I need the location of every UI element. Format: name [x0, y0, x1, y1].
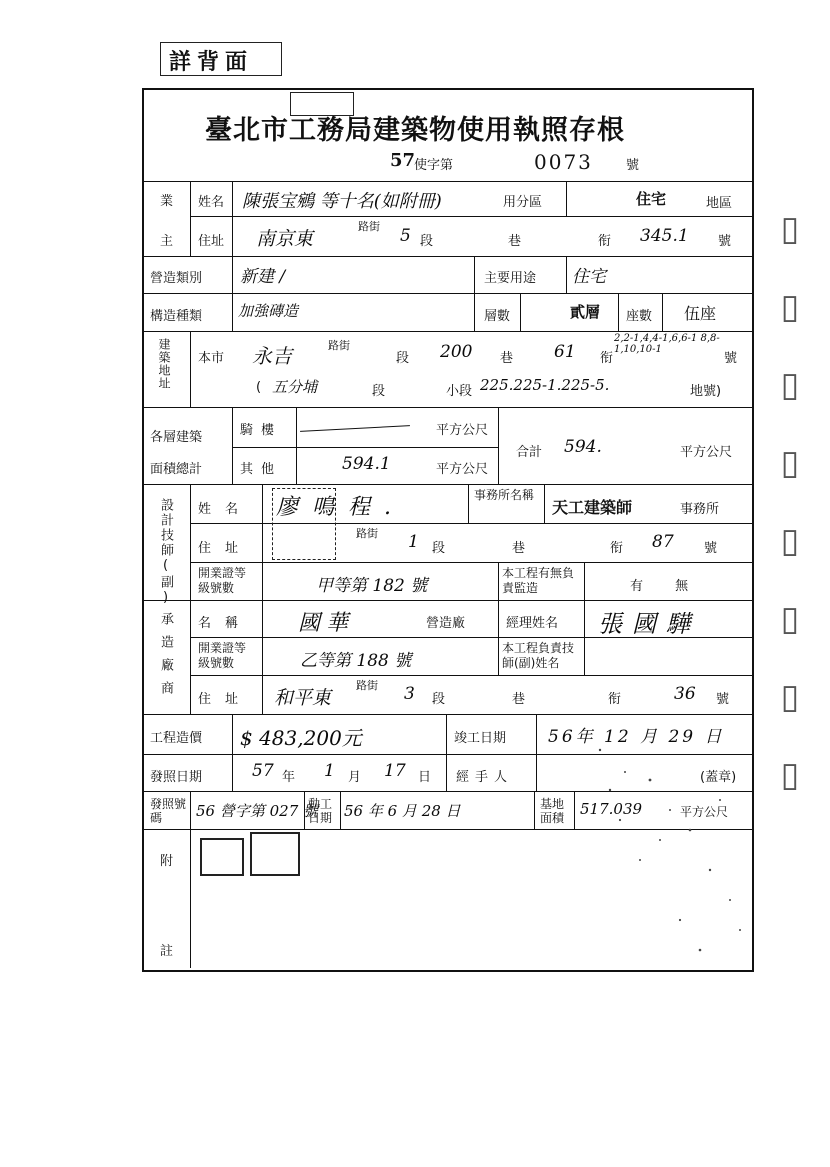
- contractor-address-label: 住址: [198, 692, 253, 707]
- buildings-label: 座數: [626, 309, 653, 324]
- issue-day: 17: [384, 761, 406, 781]
- land-section-suffix: 段: [372, 384, 386, 399]
- line: [143, 181, 752, 182]
- owner-lane-suffix: 巷: [508, 234, 522, 249]
- seal-stamp: [200, 838, 244, 876]
- designer-supervisor: 有 無: [630, 579, 703, 594]
- main-use: 住宅: [572, 267, 606, 287]
- designer-office-suffix: 事務所: [680, 502, 720, 517]
- permit-ref-label: 發照號碼: [150, 797, 187, 825]
- permit-number: 0073: [534, 150, 593, 174]
- line: [584, 600, 585, 675]
- construction-type-label: 營造類別: [150, 271, 203, 286]
- other-unit: 平方公尺: [436, 462, 489, 477]
- site-street-numbers: 2,2-1,4,4-1,6,6-1 8,8-1,10,10-1: [614, 333, 720, 355]
- line: [536, 714, 537, 791]
- line: [190, 484, 191, 714]
- designer-license: 甲等第 182 號: [316, 576, 428, 596]
- owner-road-label: 路街: [358, 220, 380, 233]
- line: [190, 562, 752, 563]
- seal-stamp: [250, 832, 300, 876]
- contractor-road-label: 路街: [356, 679, 378, 692]
- cost-value: $ 483,200元: [240, 726, 362, 750]
- contractor-tech-label: 本工程負責技師(副)姓名: [502, 641, 575, 670]
- line: [190, 675, 752, 676]
- buildings-value: 伍座: [684, 304, 717, 323]
- designer-label: 設計技師(副): [158, 498, 173, 607]
- site-label: 建築地址: [157, 338, 171, 390]
- contractor-license-label: 開業證等級號數: [198, 641, 247, 670]
- owner-number-suffix: 號: [718, 234, 732, 249]
- owner-number: 345.1: [640, 226, 689, 246]
- line: [520, 293, 521, 331]
- designer-office-label: 事務所名稱: [474, 488, 535, 502]
- margin-bleedthrough: ▯ ▯ ▯ ▯ ▯ ▯ ▯ ▯: [780, 209, 800, 795]
- designer-office: 天工建築師: [552, 498, 633, 517]
- structure-label: 構造種類: [150, 309, 203, 324]
- designer-number-suffix: 號: [704, 541, 718, 556]
- issue-year: 57: [252, 761, 274, 781]
- header-tag: 詳背面: [169, 49, 254, 75]
- owner-section: 5: [400, 226, 411, 246]
- site-section-suffix: 段: [396, 351, 410, 366]
- line: [534, 791, 535, 829]
- line: [143, 484, 752, 485]
- contractor-label: 承造廠商: [158, 612, 173, 704]
- designer-address-label: 住址: [198, 541, 253, 556]
- site-number-suffix: 號: [724, 351, 738, 366]
- zone-suffix: 地區: [706, 196, 733, 211]
- total-value: 594.: [564, 437, 602, 457]
- construction-type: 新建 /: [240, 267, 286, 287]
- line: [143, 407, 752, 408]
- contractor-name: 國華: [298, 611, 355, 636]
- designer-supervisor-label: 本工程有無負責監造: [502, 566, 575, 595]
- zone-label: 用分區: [503, 195, 543, 210]
- completion-label: 竣工日期: [454, 731, 507, 746]
- line: [498, 407, 499, 484]
- owner-road: 南京東: [256, 228, 314, 250]
- designer-section: 1: [408, 532, 419, 552]
- designer-name-label: 姓名: [198, 502, 253, 517]
- area-label-2: 面積總計: [150, 462, 203, 477]
- start-date-label: 動工日期: [308, 797, 333, 825]
- line: [446, 714, 447, 791]
- designer-name: 廖鳴程.: [276, 495, 405, 520]
- arcade-unit: 平方公尺: [436, 423, 489, 438]
- site-lane: 200: [440, 342, 473, 362]
- line: [143, 714, 752, 715]
- line: [190, 216, 752, 217]
- completion-date: 56年 12 月 29 日: [548, 727, 725, 747]
- permit-suffix: 號: [626, 158, 640, 173]
- main-use-label: 主要用途: [484, 271, 537, 286]
- line: [232, 181, 233, 256]
- issue-year-suffix: 年: [282, 770, 296, 785]
- issue-date-label: 發照日期: [150, 770, 203, 785]
- handler-seal-label: (蓋章): [700, 770, 737, 785]
- permit-year: 57: [390, 150, 416, 171]
- line: [232, 256, 233, 331]
- lot-numbers: 225.225-1.225-5.: [480, 376, 610, 394]
- land-section: 五分埔: [272, 378, 318, 396]
- line: [143, 293, 752, 294]
- line: [618, 293, 619, 331]
- line: [143, 600, 752, 601]
- line: [474, 256, 475, 331]
- line: [232, 407, 233, 484]
- notes-label-1: 附: [160, 854, 174, 869]
- site-alley: 61: [554, 342, 576, 362]
- designer-license-label: 開業證等級號數: [198, 566, 247, 595]
- issue-month-suffix: 月: [348, 770, 362, 785]
- line: [498, 562, 499, 600]
- contractor-name-label: 名稱: [198, 616, 253, 631]
- contractor-road: 和平東: [274, 687, 332, 709]
- designer-number: 87: [652, 532, 674, 552]
- line: [296, 407, 297, 484]
- start-date: 56 年 6 月 28 日: [344, 802, 461, 820]
- designer-street-suffix: 衔: [610, 541, 624, 556]
- designer-lane-suffix: 巷: [512, 541, 526, 556]
- line: [262, 484, 263, 601]
- contractor-lane-suffix: 巷: [512, 692, 526, 707]
- site-road-label: 路街: [328, 339, 350, 352]
- subsection-label: 小段: [446, 384, 473, 399]
- site-street-suffix: 衔: [600, 351, 614, 366]
- structure-type: 加強磚造: [238, 302, 299, 320]
- total-unit: 平方公尺: [680, 445, 733, 460]
- area-label-1: 各層建築: [150, 430, 203, 445]
- other-value: 594.1: [342, 454, 391, 474]
- contractor-section-suffix: 段: [432, 692, 446, 707]
- designer-seal: [272, 488, 336, 560]
- contractor-license: 乙等第 188 號: [300, 651, 412, 671]
- other-label: 其他: [240, 462, 283, 477]
- owner-name-label: 姓名: [198, 195, 225, 210]
- contractor-manager-label: 經理姓名: [506, 616, 559, 631]
- owner-label-1: 業: [160, 194, 174, 209]
- line: [566, 256, 567, 293]
- contractor-name-suffix: 營造廠: [426, 616, 466, 631]
- line: [190, 791, 191, 968]
- site-city: 本市: [198, 351, 225, 366]
- form-title: 臺北市工務局建築物使用執照存根: [205, 115, 625, 146]
- owner-name: 陳張宝鵷 等十名(如附冊): [242, 191, 442, 212]
- lot-suffix: 地號): [690, 384, 722, 399]
- site-area-unit: 平方公尺: [680, 805, 729, 819]
- floors-label: 層數: [484, 309, 511, 324]
- contractor-manager: 張國驊: [598, 610, 700, 638]
- line: [584, 562, 585, 600]
- header-tag-box: [160, 42, 282, 76]
- site-road: 永吉: [252, 344, 292, 368]
- permit-prefix: 使字第: [414, 158, 454, 173]
- owner-label-2: 主: [160, 234, 174, 249]
- total-label: 合計: [516, 445, 543, 460]
- designer-section-suffix: 段: [432, 541, 446, 556]
- line: [262, 600, 263, 714]
- owner-street-suffix: 衔: [598, 234, 612, 249]
- contractor-number: 36: [674, 684, 696, 704]
- line: [340, 791, 341, 829]
- contractor-number-suffix: 號: [716, 692, 730, 707]
- contractor-section: 3: [404, 684, 415, 704]
- cost-label: 工程造價: [150, 731, 203, 746]
- line: [544, 484, 545, 523]
- floors-value: 貳層: [570, 303, 601, 321]
- zone-value: 住宅: [636, 190, 667, 208]
- line: [498, 600, 499, 675]
- line: [574, 791, 575, 829]
- line: [143, 256, 752, 257]
- arcade-label: 騎樓: [240, 423, 283, 438]
- issue-day-suffix: 日: [418, 770, 432, 785]
- site-area-value: 517.039: [580, 800, 643, 818]
- site-lane-suffix: 巷: [500, 351, 514, 366]
- line: [662, 293, 663, 331]
- line: [468, 484, 469, 523]
- line: [190, 181, 191, 256]
- designer-road-label: 路街: [356, 527, 378, 540]
- contractor-street-suffix: 衔: [608, 692, 622, 707]
- owner-address-label: 住址: [198, 234, 225, 249]
- owner-section-suffix: 段: [420, 234, 434, 249]
- site-area-label: 基地面積: [540, 797, 565, 825]
- line: [190, 331, 191, 407]
- issue-month: 1: [324, 761, 335, 781]
- line: [232, 714, 233, 791]
- received-stamp: [290, 92, 354, 116]
- notes-label-2: 註: [160, 944, 174, 959]
- line: [143, 331, 752, 332]
- permit-ref-value: 56 營字第 027 號: [196, 802, 319, 820]
- handler-label: 經手人: [456, 770, 514, 785]
- line: [566, 181, 567, 216]
- line: [232, 447, 498, 448]
- land-prefix: (: [256, 380, 262, 395]
